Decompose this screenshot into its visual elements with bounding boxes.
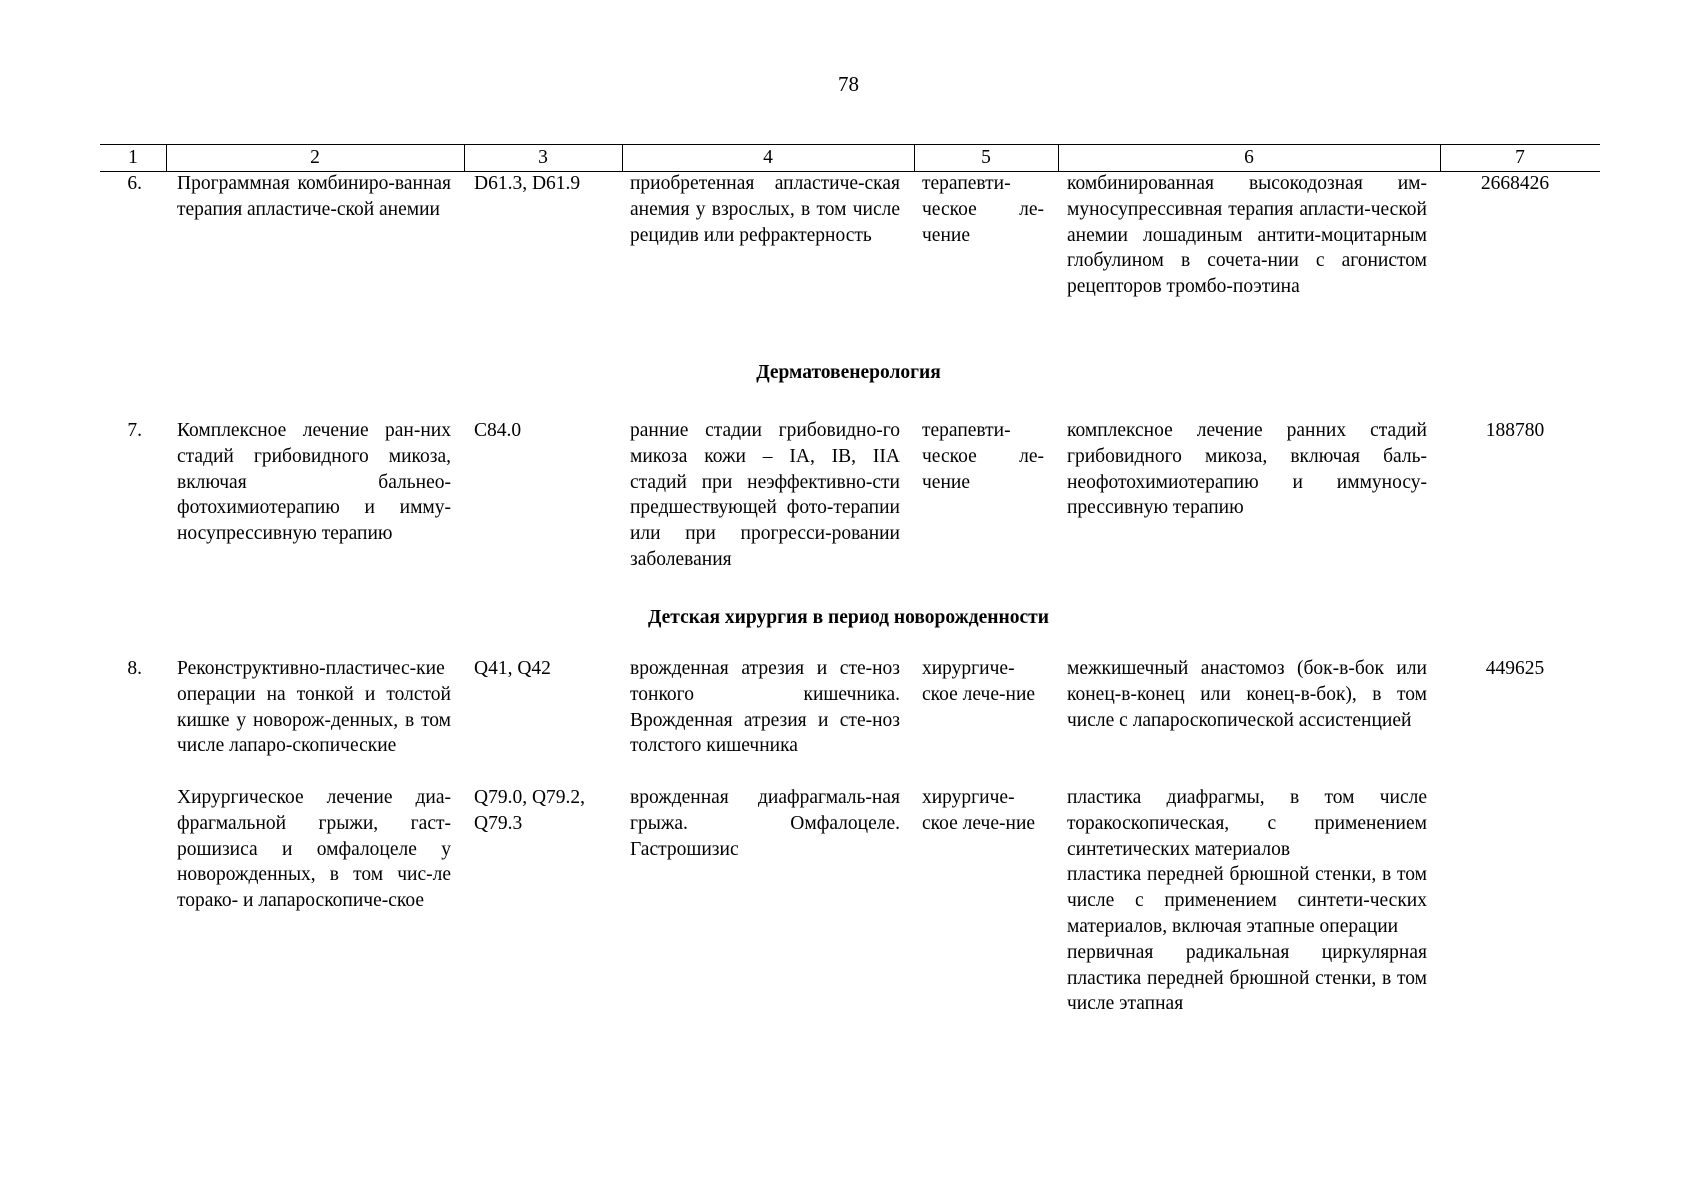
- header-col-3: 3: [538, 147, 548, 168]
- cost-value: 2668426: [1480, 173, 1550, 194]
- section-heading: Детская хирургия в период новорожденности: [648, 607, 1049, 628]
- treatment-method: межкишечный анастомоз (бок-в-бок или конец-в-конец или конец-в-бок), в том числе с лапароскопической ассистенцией: [1067, 658, 1427, 731]
- patient-model: врожденная атрезия и сте-ноз тонкого кишечника. Врожденная атрезия и сте-ноз толстого кишечника: [630, 658, 900, 757]
- cost-value: 188780: [1485, 420, 1545, 441]
- row-number: 7.: [127, 420, 142, 441]
- treatment-method: пластика передней брюшной стенки, в том числе с применением синтети-ческих материалов, включая этапные операции: [1067, 864, 1427, 937]
- cost-value: 449625: [1485, 658, 1545, 679]
- treatment-type: хирургиче-ское лече-ние: [922, 787, 1036, 834]
- treatment-type: хирургиче-ское лече-ние: [922, 658, 1036, 705]
- icd-codes: D61.3, D61.9: [474, 173, 581, 194]
- header-col-2: 2: [310, 147, 320, 168]
- header-col-4: 4: [763, 147, 773, 168]
- header-col-5: 5: [981, 147, 991, 168]
- row-number: 6.: [127, 173, 142, 194]
- treatment-method: первичная радикальная циркулярная пластика передней брюшной стенки, в том числе этапная: [1067, 941, 1427, 1015]
- header-col-7: 7: [1515, 147, 1525, 168]
- technology-name: Программная комбиниро-ванная терапия апластиче-ской анемии: [177, 173, 451, 220]
- treatment-method: комплексное лечение ранних стадий грибовидного микоза, включая баль-неофотохимиотерапию и иммуносу-прессивную терапию: [1067, 420, 1427, 519]
- treatment-methods: [1067, 785, 1427, 1017]
- patient-model: приобретенная апластиче-ская анемия у взрослых, в том числе рецидив или рефрактерность: [630, 173, 900, 246]
- section-heading: Дерматовенерология: [756, 362, 941, 383]
- treatment-method: пластика диафрагмы, в том числе торакоскопическая, с применением синтетических материалов: [1067, 787, 1427, 860]
- header-col-1: 1: [128, 147, 138, 168]
- patient-model: ранние стадии грибовидно-го микоза кожи – IA, IB, IIA стадий при неэффективно-сти предшествующей фото-терапии или при прогресси-ровании заболевания: [630, 420, 900, 570]
- technology-name: Хирургическое лечение диа-фрагмальной грыжи, гаст-рошизиса и омфалоцеле у новорожденных, в том чис-ле торако- и лапароскопиче-ское: [177, 787, 451, 912]
- header-col-6: 6: [1244, 147, 1254, 168]
- treatment-type: терапевти-ческое ле-чение: [922, 420, 1044, 493]
- technology-name: Реконструктивно-пластичес-кие операции на тонкой и толстой кишке у новорож-денных, в том числе лапаро-скопические: [177, 658, 451, 757]
- treatment-type: терапевти-ческое ле-чение: [922, 173, 1044, 246]
- table-header-row: [100, 144, 1600, 172]
- row-number: 8.: [127, 658, 142, 679]
- icd-codes: Q41, Q42: [474, 658, 551, 679]
- patient-model: врожденная диафрагмаль-ная грыжа. Омфалоцеле. Гастрошизис: [630, 787, 900, 860]
- technology-name: Комплексное лечение ран-них стадий грибовидного микоза, включая бальнео-фотохимиотерапию и имму-носупрессивную терапию: [177, 420, 451, 545]
- page-number: 78: [838, 72, 859, 96]
- treatment-method: комбинированная высокодозная им-муносупрессивная терапия апласти-ческой анемии лошадиным антити-моцитарным глобулином в сочета-нии с агонистом рецепторов тромбо-поэтина: [1067, 173, 1427, 298]
- icd-codes: Q79.0, Q79.2, Q79.3: [474, 787, 586, 834]
- icd-codes: C84.0: [474, 420, 522, 441]
